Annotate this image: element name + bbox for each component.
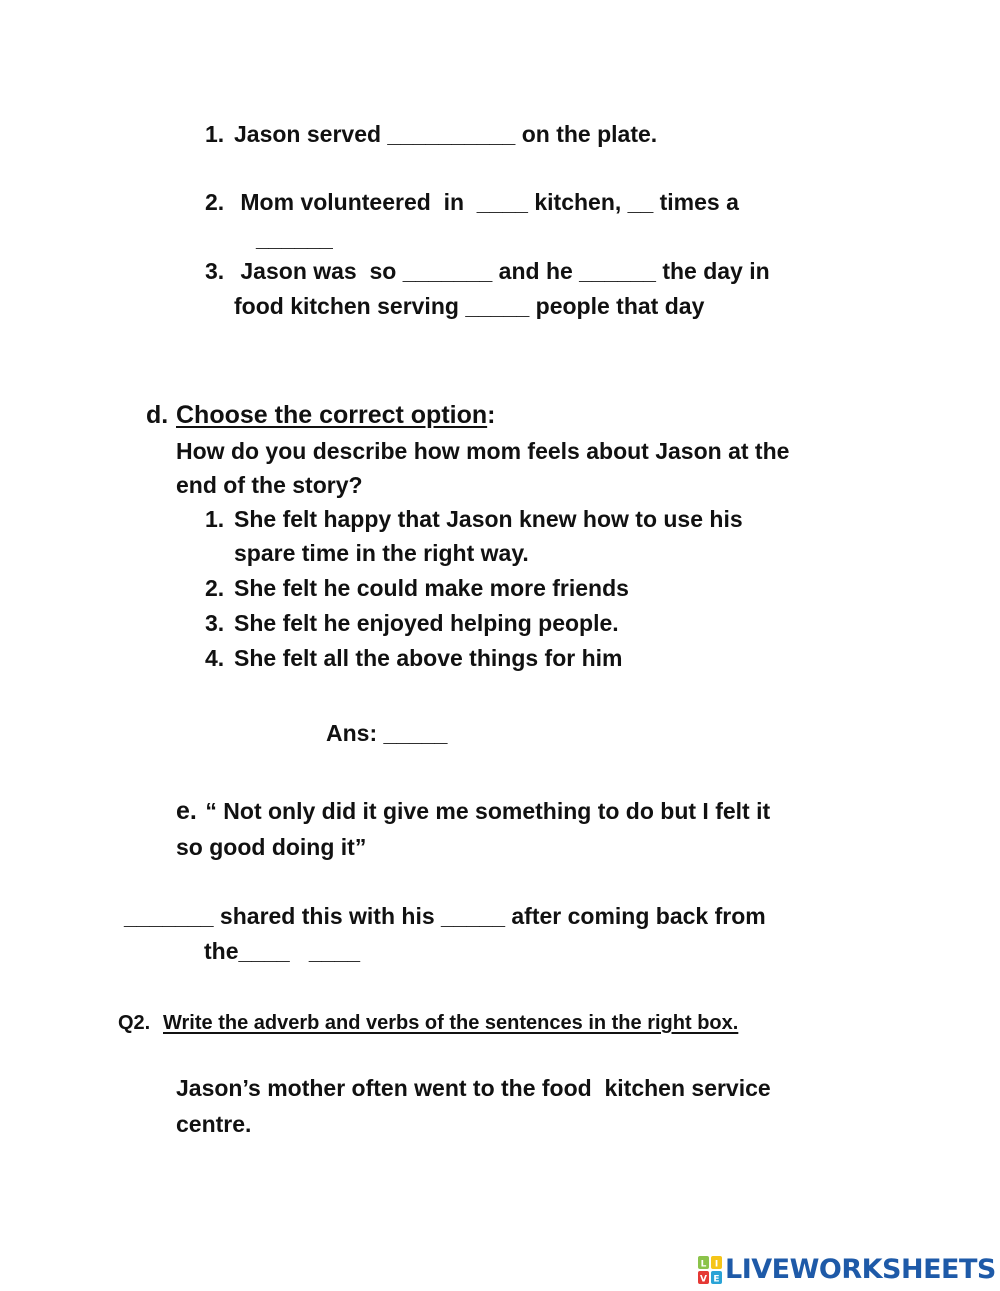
option-2-text: She felt he could make more friends (234, 575, 629, 601)
section-e-quote-line1: “ Not only did it give me something to do but I felt it (199, 798, 771, 824)
section-d-label: d. (146, 401, 169, 429)
option-4-text: She felt all the above things for him (234, 645, 623, 671)
liveworksheets-logo (698, 1256, 996, 1284)
option-1-number: 1. (205, 506, 225, 532)
q2-instruction: Write the adverb and verbs of the sentences in the right box. (163, 1012, 739, 1034)
section-d-question-line1: How do you describe how mom feels about Jason at the (176, 438, 790, 464)
section-d-heading: Choose the correct option (176, 401, 488, 429)
item-1-number: 1. (205, 121, 225, 147)
section-e-label: e. (176, 797, 197, 825)
section-e-quote-line2: so good doing it” (176, 834, 367, 860)
option-2-number: 2. (205, 575, 225, 601)
option-3-text: She felt he enjoyed helping people. (234, 610, 619, 636)
liveworksheets-logo-icon (698, 1256, 722, 1284)
item-2-text: Mom volunteered in ____ kitchen, __ times a (234, 189, 739, 215)
item-3-text: Jason was so _______ and he ______ the day in (234, 258, 770, 284)
section-d-colon: : (487, 401, 496, 429)
section-d-heading-wrap (176, 401, 495, 429)
svg-text:V: V (700, 1274, 707, 1284)
item-3-number: 3. (205, 258, 225, 284)
svg-text:I: I (714, 1259, 719, 1270)
item-2-number: 2. (205, 189, 225, 215)
item-2-continuation: ______ (256, 225, 333, 251)
option-1-text: She felt happy that Jason knew how to use his (234, 506, 743, 532)
section-d-question-line2: end of the story? (176, 472, 363, 498)
option-4-number: 4. (205, 645, 225, 671)
svg-text:L: L (700, 1259, 707, 1270)
svg-text:E: E (713, 1274, 720, 1284)
item-1-text: Jason served __________ on the plate. (234, 121, 658, 147)
section-e-fill-line1[interactable]: _______ shared this with his _____ after coming back from (124, 903, 766, 929)
option-3-number: 3. (205, 610, 225, 636)
answer-blank[interactable]: Ans: _____ (326, 720, 448, 746)
option-1-text-line2: spare time in the right way. (234, 540, 529, 566)
q2-sentence-line2: centre. (176, 1111, 252, 1137)
item-3-continuation: food kitchen serving _____ people that day (234, 293, 705, 319)
q2-sentence-line1: Jason’s mother often went to the food kitchen service (176, 1075, 771, 1101)
liveworksheets-logo-text: LIVEWORKSHEETS (725, 1254, 996, 1285)
q2-label: Q2. (118, 1012, 151, 1034)
section-e-fill-line2[interactable]: the____ ____ (204, 938, 361, 964)
